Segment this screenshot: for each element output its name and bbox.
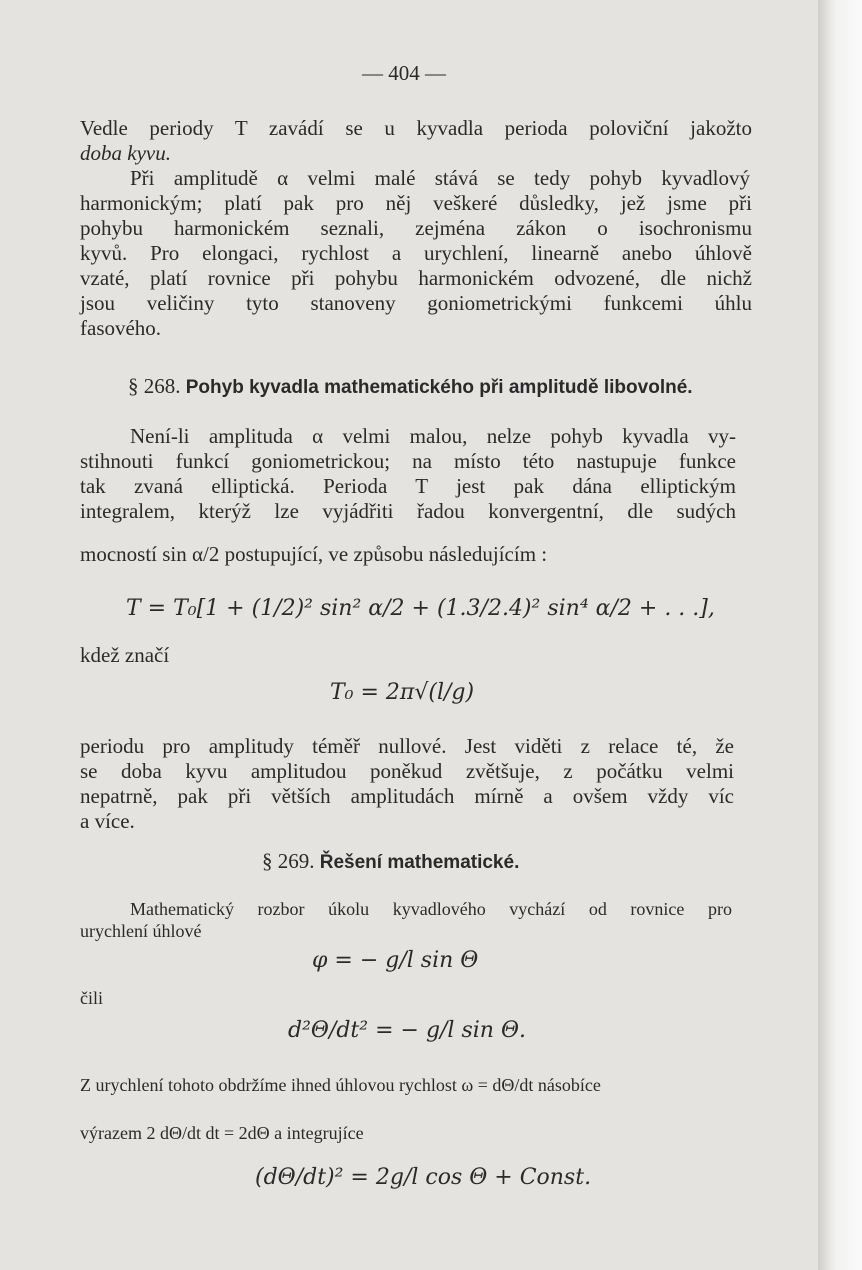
section-title: Řešení mathematické. [319,852,520,873]
paragraph-line: se doba kyvu amplitudou poněkud zvětšuje, z počátku velmi [80,759,734,783]
paragraph-line: pohybu harmonickém seznali, zejména zákon o isochronismu [80,216,752,240]
paragraph-line: Mathematický rozbor úkolu kyvadlového vychází od rovnice pro [130,899,732,919]
equation-base-period: T₀ = 2π√(l/g) [330,680,475,705]
paragraph-line: čili [80,988,103,1008]
paragraph-line: jsou veličiny tyto stanoveny goniometrickými funkcemi úhlu [80,291,752,315]
paragraph-line: integralem, kterýž lze vyjádřiti řadou konvergentní, dle sudých [80,499,736,523]
paragraph-line: a více. [80,809,135,833]
paragraph-line: nepatrně, pak při větších amplitudách mírně a ovšem vždy víc [80,784,734,808]
paragraph-line: doba kyvu. [80,141,171,165]
section-heading [262,848,519,876]
paragraph-line: tak zvaná elliptická. Perioda T jest pak dána elliptickým [80,474,736,498]
paragraph-line: Z urychlení tohoto obdržíme ihned úhlovou rychlost ω = dΘ/dt násobíce [80,1075,601,1095]
paragraph-line: harmonickým; platí pak pro něj veškeré důsledky, jež jsme při [80,191,752,215]
equation-period-series: T = T₀[1 + (1/2)² sin² α/2 + (1.3/2.4)² sin⁴ α/2 + . . .], [126,596,715,621]
page-edge [818,0,862,1270]
equation-angular-acceleration: φ = − g/l sin Θ [312,948,479,973]
equation-integral: (dΘ/dt)² = 2g/l cos Θ + Const. [255,1165,592,1190]
paragraph-line: mocností sin α/2 postupující, ve způsobu následujícím : [80,542,548,566]
paragraph-line: fasového. [80,316,162,340]
paragraph-line: Není-li amplituda α velmi malou, nelze pohyb kyvadla vy- [130,424,736,448]
paragraph-line: výrazem 2 dΘ/dt dt = 2dΘ a integrujíce [80,1123,364,1143]
paragraph-line: stihnouti funkcí goniometrickou; na místo této nastupuje funkce [80,449,736,473]
paragraph-line: Při amplitudě α velmi malé stává se tedy pohyb kyvadlový [130,166,750,190]
paragraph-line: Vedle periody T zavádí se u kyvadla perioda poloviční jakožto [80,116,752,140]
section-number: § 268. [128,374,181,398]
equation-differential: d²Θ/dt² = − g/l sin Θ. [288,1018,526,1043]
section-heading [128,373,693,401]
paragraph-line: urychlení úhlové [80,921,202,941]
section-number: § 269. [262,849,315,873]
page-number: — 404 — [362,61,446,85]
paragraph-line: vzaté, platí rovnice při pohybu harmonickém odvozené, dle nichž [80,266,752,290]
section-title: Pohyb kyvadla mathematického při amplitudě libovolné. [185,377,693,398]
paragraph-line: kyvů. Pro elongaci, rychlost a urychlení, linearně anebo úhlově [80,241,752,265]
paragraph-line: kdež značí [80,643,170,667]
paragraph-line: periodu pro amplitudy téměř nullové. Jest viděti z relace té, že [80,734,734,758]
